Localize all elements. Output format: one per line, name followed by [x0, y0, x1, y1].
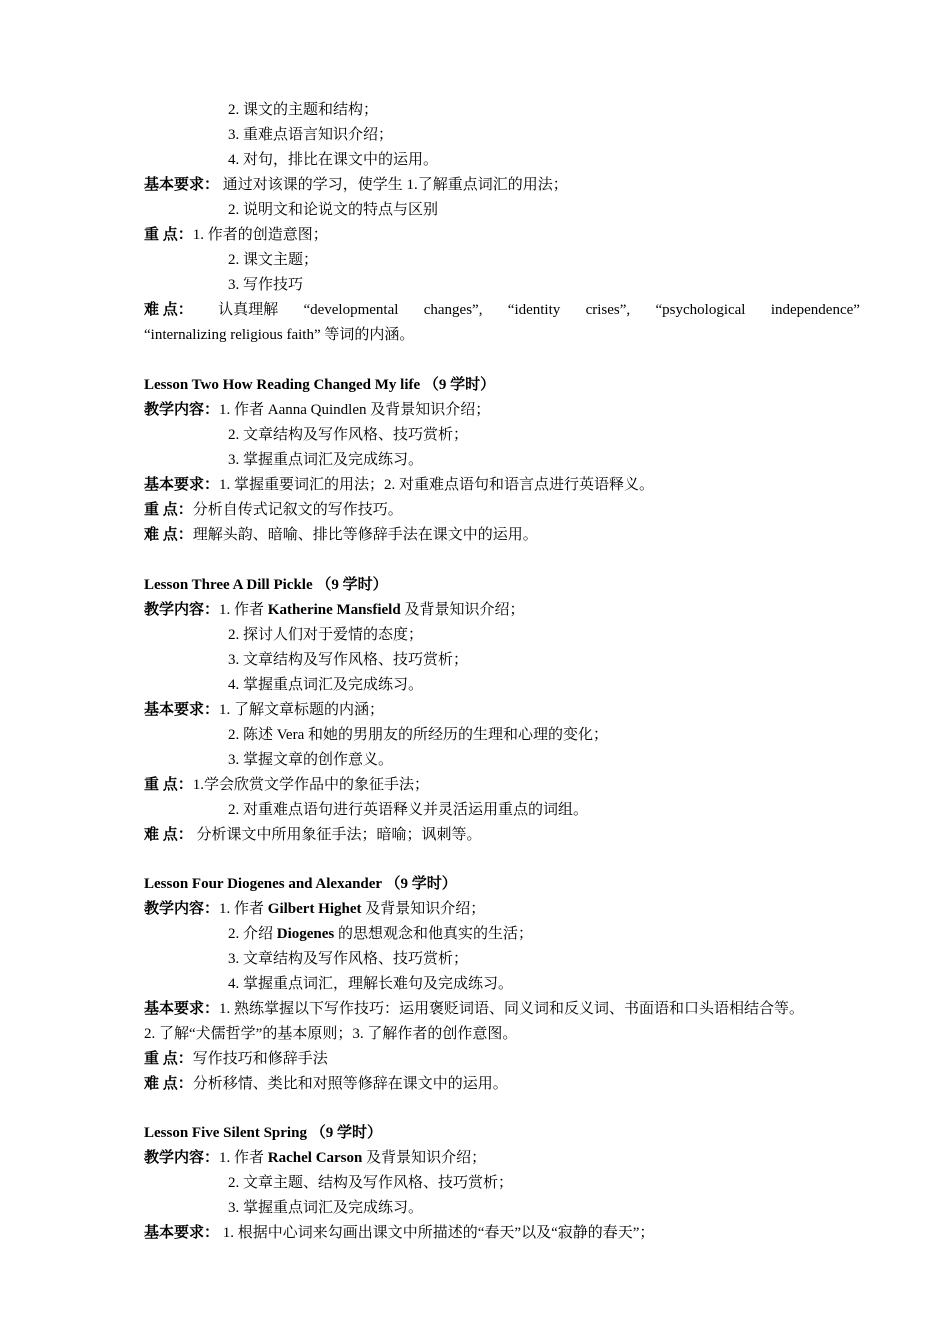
- content-text: 1. 作者: [219, 1150, 268, 1166]
- content-text: 1. 作者 Aanna Quindlen 及背景知识介绍；: [219, 402, 491, 418]
- requirements-label: 基本要求：: [144, 1001, 220, 1017]
- difficulties-line: [144, 825, 482, 845]
- key-points-label: 重 点：: [144, 502, 193, 518]
- key-points-line: [144, 225, 328, 245]
- difficulties-line: [144, 525, 538, 545]
- content-text: 及背景知识介绍；: [362, 1150, 487, 1166]
- content-item: 3. 重难点语言知识介绍；: [228, 127, 394, 143]
- content-item: 2. 文章主题、结构及写作风格、技巧赏析；: [228, 1175, 514, 1191]
- requirements-label: 基本要求：: [144, 702, 220, 718]
- requirements-label: 基本要求：: [144, 1225, 220, 1241]
- requirements-label: 基本要求：: [144, 177, 220, 193]
- difficulties-word: changes”,: [423, 302, 483, 318]
- content-item: 3. 掌握重点词汇及完成练习。: [228, 452, 424, 468]
- author-name: Katherine Mansfield: [267, 602, 401, 618]
- key-points-text: 1. 作者的创造意图；: [192, 227, 328, 243]
- content-label: 教学内容：: [144, 402, 220, 418]
- requirements-continuation: 2. 了解“犬儒哲学”的基本原则；3. 了解作者的创作意图。: [144, 1026, 518, 1042]
- content-line: [144, 899, 485, 919]
- author-name: Gilbert Highet: [267, 901, 362, 917]
- key-points-text: 1.学会欣赏文学作品中的象征手法；: [192, 777, 430, 793]
- content-line: [144, 400, 490, 420]
- content-item: 4. 对句，排比在课文中的运用。: [228, 152, 439, 168]
- lesson-five-title: Lesson Five Silent Spring （9 学时）: [144, 1125, 382, 1141]
- key-points-item: 3. 写作技巧: [228, 277, 304, 293]
- content-text: 及背景知识介绍；: [400, 602, 525, 618]
- requirements-text: 通过对该课的学习，使学生 1.了解重点词汇的用法；: [219, 177, 568, 193]
- requirements-line: [144, 1223, 654, 1243]
- content-item: 2. 课文的主题和结构；: [228, 102, 379, 118]
- content-item: 3. 文章结构及写作风格、技巧赏析；: [228, 652, 469, 668]
- content-item: 3. 掌握重点词汇及完成练习。: [228, 1200, 424, 1216]
- subject-name: Diogenes: [276, 926, 335, 942]
- content-text: 2. 介绍: [228, 926, 277, 942]
- lesson-two-title: Lesson Two How Reading Changed My life （9 学时）: [144, 377, 496, 393]
- content-text: 及背景知识介绍；: [361, 901, 486, 917]
- requirements-line: [144, 700, 384, 720]
- requirements-item: 3. 掌握文章的创作意义。: [228, 752, 394, 768]
- key-points-text: 分析自传式记叙文的写作技巧。: [192, 502, 403, 518]
- content-item: [228, 924, 533, 944]
- content-text: 1. 作者: [219, 602, 268, 618]
- difficulties-label: 难 点：: [144, 1076, 193, 1092]
- difficulties-text: 理解头韵、暗喻、排比等修辞手法在课文中的运用。: [192, 527, 538, 543]
- key-points-text: 写作技巧和修辞手法: [192, 1051, 328, 1067]
- difficulties-text: 分析课文中所用象征手法；暗喻；讽刺等。: [192, 827, 482, 843]
- content-item: 3. 文章结构及写作风格、技巧赏析；: [228, 951, 469, 967]
- requirements-text: 1. 根据中心词来勾画出课文中所描述的“春天”以及“寂静的春天”；: [219, 1225, 655, 1241]
- difficulties-label: 难 点：: [144, 827, 193, 843]
- difficulties-word: “psychological: [655, 302, 746, 318]
- key-points-line: [144, 775, 429, 795]
- difficulties-line: [144, 1074, 508, 1094]
- content-text: 1. 作者: [219, 901, 268, 917]
- requirements-line: [144, 475, 654, 495]
- difficulties-word: 认真理解: [218, 302, 279, 318]
- requirements-text: 1. 了解文章标题的内涵；: [219, 702, 385, 718]
- key-points-label: 重 点：: [144, 777, 193, 793]
- difficulties-continuation: “internalizing religious faith” 等词的内涵。: [144, 327, 415, 343]
- key-points-label: 重 点：: [144, 227, 193, 243]
- requirements-line: [144, 999, 804, 1019]
- difficulties-text: 分析移情、类比和对照等修辞在课文中的运用。: [192, 1076, 508, 1092]
- content-label: 教学内容：: [144, 602, 220, 618]
- content-line: [144, 1148, 486, 1168]
- content-item: 2. 探讨人们对于爱情的态度；: [228, 627, 424, 643]
- requirements-text: 1. 熟练掌握以下写作技巧：运用褒贬词语、同义词和反义词、书面语和口头语相结合等。: [219, 1001, 805, 1017]
- content-item: 4. 掌握重点词汇及完成练习。: [228, 677, 424, 693]
- content-line: [144, 600, 524, 620]
- lesson-three-title: Lesson Three A Dill Pickle （9 学时）: [144, 577, 388, 593]
- requirements-text: 1. 掌握重要词汇的用法；2. 对重难点语句和语言点进行英语释义。: [219, 477, 655, 493]
- content-item: 4. 掌握重点词汇，理解长难句及完成练习。: [228, 976, 514, 992]
- key-points-label: 重 点：: [144, 1051, 193, 1067]
- key-points-item: 2. 对重难点语句进行英语释义并灵活运用重点的词组。: [228, 802, 589, 818]
- content-text: 的思想观念和他真实的生活；: [334, 926, 534, 942]
- difficulties-label: 难 点：: [144, 527, 193, 543]
- key-points-line: [144, 1049, 328, 1069]
- difficulties-line: [144, 300, 860, 320]
- key-points-line: [144, 500, 403, 520]
- difficulties-word: independence”: [770, 302, 860, 318]
- author-name: Rachel Carson: [267, 1150, 363, 1166]
- difficulties-word: “identity: [507, 302, 561, 318]
- key-points-item: 2. 课文主题；: [228, 252, 319, 268]
- difficulties-word: “developmental: [303, 302, 399, 318]
- requirements-line: [144, 175, 568, 195]
- content-label: 教学内容：: [144, 901, 220, 917]
- lesson-four-title: Lesson Four Diogenes and Alexander （9 学时）: [144, 876, 457, 892]
- requirements-item: 2. 说明文和论说文的特点与区别: [228, 202, 439, 218]
- content-label: 教学内容：: [144, 1150, 220, 1166]
- requirements-label: 基本要求：: [144, 477, 220, 493]
- difficulties-word: crises”,: [585, 302, 631, 318]
- requirements-item: 2. 陈述 Vera 和她的男朋友的所经历的生理和心理的变化；: [228, 727, 608, 743]
- content-item: 2. 文章结构及写作风格、技巧赏析；: [228, 427, 469, 443]
- difficulties-label: 难 点：: [144, 302, 193, 318]
